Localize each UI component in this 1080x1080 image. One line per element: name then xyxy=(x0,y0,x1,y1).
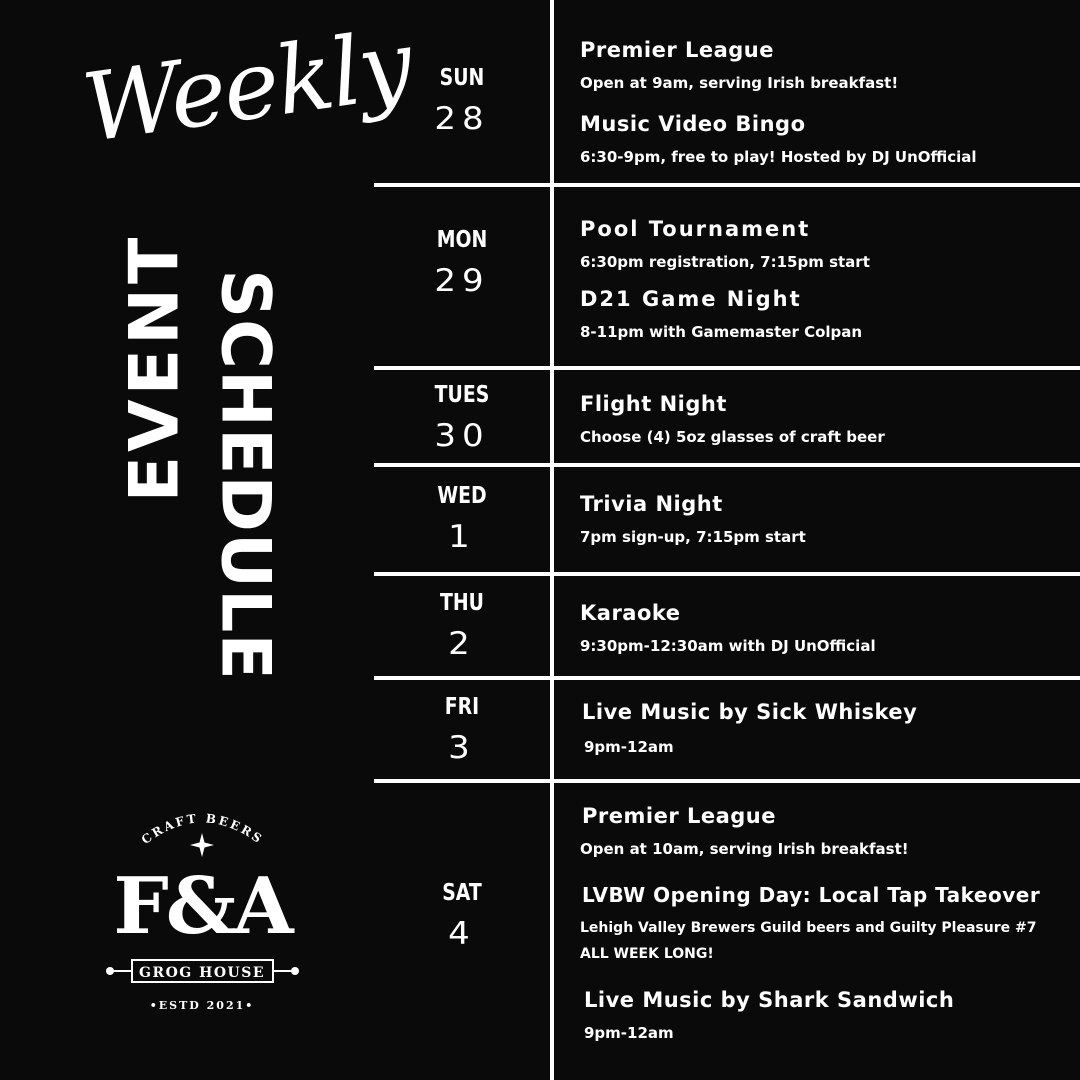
column-divider xyxy=(550,0,554,1080)
event-title: Music Video Bingo xyxy=(580,112,806,136)
event-title: Pool Tournament xyxy=(580,217,811,241)
logo-craft-beers: CRAFT BEERS xyxy=(138,811,267,848)
day-name: SAT xyxy=(442,880,482,906)
day-name: WED xyxy=(437,483,487,509)
day-sun xyxy=(374,65,550,139)
day-fri xyxy=(374,694,550,768)
event-description: Open at 9am, serving Irish breakfast! xyxy=(580,74,899,92)
event-item xyxy=(580,112,1070,170)
event-description: 6:30-9pm, free to play! Hosted by DJ UnOfficial xyxy=(580,148,977,166)
day-name: SUN xyxy=(439,65,485,91)
fa-grog-house-logo xyxy=(100,805,305,1020)
event-description: Choose (4) 5oz glasses of craft beer xyxy=(580,428,885,446)
row-divider xyxy=(374,463,1080,467)
event-description: 9pm-12am xyxy=(584,738,674,756)
event-title: Premier League xyxy=(582,804,777,828)
day-wed xyxy=(374,483,550,557)
event-title: Premier League xyxy=(580,38,775,62)
event-item xyxy=(580,492,1070,550)
event-item xyxy=(584,988,1070,1046)
day-name: THU xyxy=(440,590,484,616)
day-number: 29 xyxy=(434,262,490,300)
day-name: MON xyxy=(436,227,488,253)
day-number: 4 xyxy=(448,915,476,953)
event-item xyxy=(580,392,1070,450)
logo-established: •ESTD 2021• xyxy=(149,999,255,1012)
row-divider xyxy=(374,572,1080,576)
day-number: 3 xyxy=(448,729,476,767)
event-title: Karaoke xyxy=(580,601,681,625)
event-description: 9pm-12am xyxy=(584,1024,674,1042)
day-number: 30 xyxy=(434,417,490,455)
event-description: Open at 10am, serving Irish breakfast! xyxy=(580,840,909,858)
day-number: 28 xyxy=(434,100,490,138)
event-description: 6:30pm registration, 7:15pm start xyxy=(580,253,870,271)
day-sat xyxy=(374,880,550,954)
event-item xyxy=(580,217,1070,275)
event-item xyxy=(582,804,1070,862)
event-title: LVBW Opening Day: Local Tap Takeover xyxy=(582,883,1041,907)
event-title: Trivia Night xyxy=(580,492,723,516)
day-number: 1 xyxy=(448,518,476,556)
event-description: Lehigh Valley Brewers Guild beers and Guilty Pleasure #7 ALL WEEK LONG! xyxy=(580,920,1037,962)
event-title: Live Music by Shark Sandwich xyxy=(584,988,955,1012)
day-number: 2 xyxy=(448,625,476,663)
logo-monogram: F&A xyxy=(113,861,291,952)
event-title: Live Music by Sick Whiskey xyxy=(582,700,918,724)
event-item xyxy=(582,700,1070,760)
event-item xyxy=(580,287,1070,345)
row-divider xyxy=(374,676,1080,680)
day-tues xyxy=(374,382,550,456)
event-item xyxy=(580,38,1070,96)
row-divider xyxy=(374,183,1080,187)
day-mon xyxy=(374,227,550,301)
logo-grog-house: GROG HOUSE xyxy=(138,965,266,981)
event-heading: EVENT xyxy=(115,233,195,503)
weekly-script-title: Weekly xyxy=(76,10,418,164)
row-divider xyxy=(374,366,1080,370)
event-title: Flight Night xyxy=(580,392,727,416)
event-item xyxy=(580,601,1070,659)
day-name: FRI xyxy=(444,694,480,720)
event-description: 8-11pm with Gamemaster Colpan xyxy=(580,323,863,341)
event-item xyxy=(582,883,1070,967)
star-icon xyxy=(190,833,214,857)
day-name: TUES xyxy=(434,382,490,408)
day-thu xyxy=(374,590,550,664)
event-title: D21 Game Night xyxy=(580,287,802,311)
row-divider xyxy=(374,779,1080,783)
event-description: 7pm sign-up, 7:15pm start xyxy=(580,528,806,546)
event-description: 9:30pm-12:30am with DJ UnOfficial xyxy=(580,637,876,655)
schedule-heading: SCHEDULE xyxy=(205,269,285,681)
